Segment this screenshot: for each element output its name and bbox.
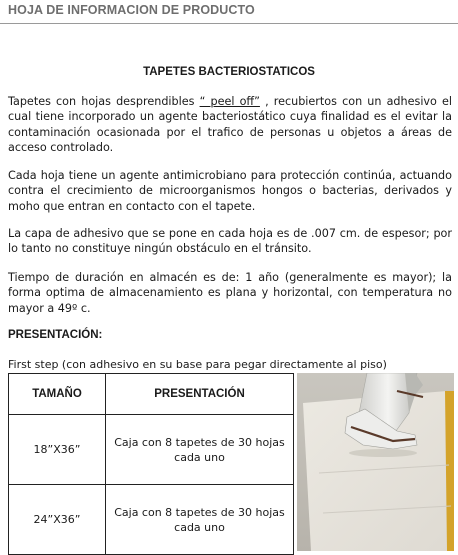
paragraph-storage: Tiempo de duración en almacén es de: 1 año (generalmente es mayor); la forma optima de almacenamiento es plana y horizontal, con temperatura no mayor a 49º c. [8, 271, 452, 315]
section-title-presentacion: PRESENTACIÓN: [8, 329, 103, 341]
table-row [9, 485, 294, 555]
paragraph-adhesive: La capa de adhesivo que se pone en cada hoja es de .007 cm. de espesor; por lo tanto no constituye ningún obstáculo en el tránsito. [8, 227, 452, 256]
mat-with-shoe-image [297, 373, 454, 551]
header-title: HOJA DE INFORMACION DE PRODUCTO [8, 3, 255, 17]
paragraph-description-end: , recubiertos con un adhesivo el cual tiene incorporado un agente bacteriostático cuya finalidad es el evitar la contaminación ocasionada por el trafico de personas u objetos a áreas de acceso controlado. [8, 95, 453, 154]
cell-size: 18”X36” [9, 415, 106, 485]
first-step-note: First step (con adhesivo en su base para pegar directamente al piso) [8, 358, 387, 371]
cell-presentation: Caja con 8 tapetes de 30 hojas cada uno [106, 415, 294, 485]
product-photo [297, 373, 454, 551]
document-title: TAPETES BACTERIOSTATICOS [143, 66, 315, 78]
table-header-row [9, 374, 294, 415]
column-header-presentation: PRESENTACIÓN [106, 374, 294, 415]
paragraph-description-start: Tapetes con hojas desprendibles [8, 95, 195, 108]
column-header-size: TAMAÑO [9, 374, 106, 415]
presentation-table [8, 373, 294, 555]
paragraph-antimicrobial: Cada hoja tiene un agente antimicrobiano para protección continúa, actuando contra el crecimiento de microorganismos hongos o bacterias, derivados y moho que entran en contacto con el tapete. [8, 169, 452, 213]
paragraph-description [8, 94, 452, 155]
cell-presentation: Caja con 8 tapetes de 30 hojas cada uno [106, 485, 294, 555]
peel-off-term: “ peel off” [199, 95, 260, 108]
shoe-shadow [349, 449, 417, 457]
page-header [0, 0, 458, 24]
table-row [9, 415, 294, 485]
cell-size: 24”X36” [9, 485, 106, 555]
